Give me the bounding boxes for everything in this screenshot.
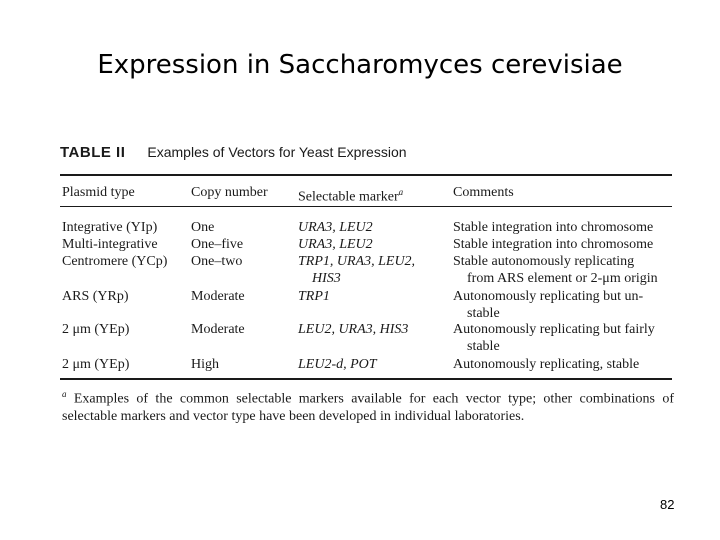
row-6-comment: Autonomously replicating, stable (453, 357, 640, 372)
row-2-plasmid-type: Multi-integrative (62, 237, 158, 252)
row-3-marker-line-1: TRP1, URA3, LEU2, (298, 254, 416, 269)
row-4-comment-line-1: Autonomously replicating but un- (453, 289, 644, 304)
header-copy-number: Copy number (191, 185, 268, 200)
row-1-plasmid-type: Integrative (YIp) (62, 220, 158, 235)
header-comments: Comments (453, 185, 514, 200)
row-3-marker-line-2: HIS3 (312, 271, 341, 286)
table-label: TABLE II (60, 144, 126, 161)
header-footnote-ref: a (398, 187, 404, 197)
header-plasmid-type: Plasmid type (62, 185, 135, 200)
footnote-text: Examples of the common selectable markers available for each vector type; other combinations of selectable markers and vector type have been developed in individual laboratories. (62, 391, 674, 424)
table-footnote (62, 386, 674, 425)
row-3-plasmid-type: Centromere (YCp) (62, 254, 168, 269)
row-4-plasmid-type: ARS (YRp) (62, 289, 129, 304)
row-6-marker: LEU2-d, POT (298, 357, 377, 372)
row-4-comment-line-2: stable (467, 306, 500, 321)
row-3-comment-line-2: from ARS element or 2-μm origin (467, 271, 658, 286)
row-5-comment-line-2: stable (467, 339, 500, 354)
row-6-plasmid-type: 2 μm (YEp) (62, 357, 130, 372)
table-caption-text: Examples of Vectors for Yeast Expression (147, 144, 407, 160)
row-4-copy-number: Moderate (191, 289, 245, 304)
table-top-rule (60, 174, 672, 176)
row-2-marker: URA3, LEU2 (298, 237, 373, 252)
row-2-copy-number: One–five (191, 237, 244, 252)
header-selectable-marker (298, 184, 403, 206)
slide-title: Expression in Saccharomyces cerevisiae (97, 50, 623, 80)
row-5-marker: LEU2, URA3, HIS3 (298, 322, 409, 337)
row-4-marker: TRP1 (298, 289, 330, 304)
row-5-plasmid-type: 2 μm (YEp) (62, 322, 130, 337)
row-3-copy-number: One–two (191, 254, 243, 269)
page-number: 82 (660, 497, 675, 512)
header-rule (60, 206, 672, 207)
table-bottom-rule (60, 378, 672, 380)
footnote-marker: a (62, 389, 67, 399)
row-6-copy-number: High (191, 357, 219, 372)
row-1-comment: Stable integration into chromosome (453, 220, 654, 235)
table-caption (60, 144, 407, 162)
row-5-comment-line-1: Autonomously replicating but fairly (453, 322, 655, 337)
row-5-copy-number: Moderate (191, 322, 245, 337)
row-1-marker: URA3, LEU2 (298, 220, 373, 235)
row-1-copy-number: One (191, 220, 215, 235)
row-2-comment: Stable integration into chromosome (453, 237, 654, 252)
row-3-comment-line-1: Stable autonomously replicating (453, 254, 635, 269)
header-selectable-marker-label: Selectable marker (298, 189, 399, 205)
